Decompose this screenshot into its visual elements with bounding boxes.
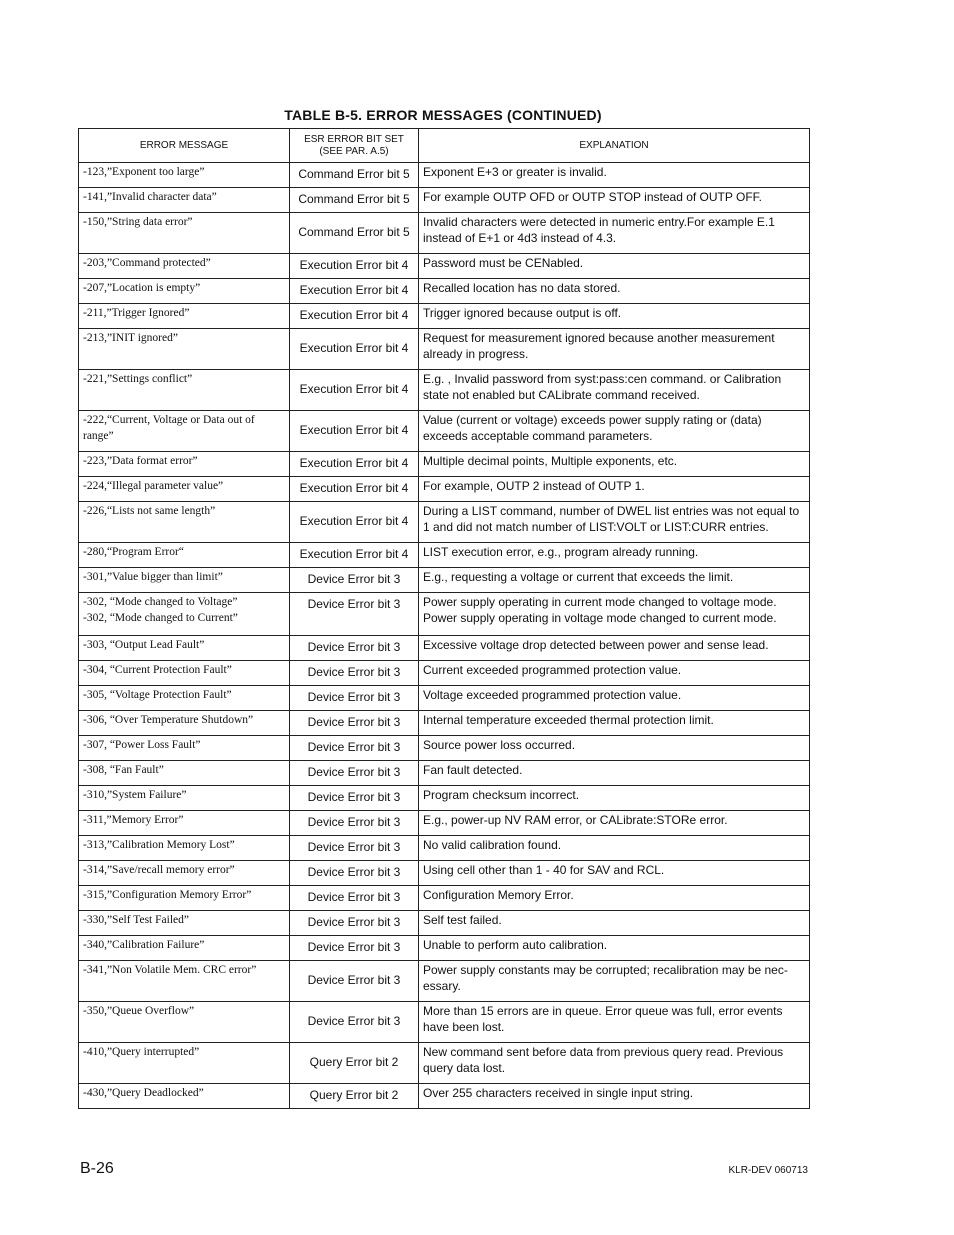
esr-bit-cell: Device Error bit 3 — [290, 786, 419, 811]
explanation-cell: For example OUTP OFD or OUTP STOP instead of OUTP OFF. — [419, 188, 810, 213]
explanation-cell: Excessive voltage drop detected between power and sense lead. — [419, 636, 810, 661]
table-row — [79, 163, 810, 188]
error-message-cell: -430,”Query Deadlocked” — [79, 1084, 290, 1109]
table-row — [79, 961, 810, 1002]
explanation-cell: For example, OUTP 2 instead of OUTP 1. — [419, 477, 810, 502]
table-row — [79, 761, 810, 786]
error-message-cell: -350,”Queue Overflow” — [79, 1002, 290, 1043]
page-number: B-26 — [80, 1160, 114, 1177]
error-message-cell: -307, “Power Loss Fault” — [79, 736, 290, 761]
table-row — [79, 1043, 810, 1084]
esr-bit-cell: Device Error bit 3 — [290, 761, 419, 786]
error-message-cell: -222,“Current, Voltage or Data out of range” — [79, 411, 290, 452]
esr-bit-cell: Device Error bit 3 — [290, 886, 419, 911]
error-message-cell: -315,”Configuration Memory Error” — [79, 886, 290, 911]
explanation-cell: Password must be CENabled. — [419, 254, 810, 279]
explanation-cell: Configuration Memory Error. — [419, 886, 810, 911]
explanation-cell: E.g., power-up NV RAM error, or CALibrate:STORe error. — [419, 811, 810, 836]
explanation-cell: During a LIST command, number of DWEL list entries was not equal to 1 and did not match number of LIST:VOLT or LIST:CURR entries. — [419, 502, 810, 543]
table-row — [79, 736, 810, 761]
esr-header-line-1: ESR ERROR BIT SET — [304, 133, 404, 145]
esr-bit-cell: Execution Error bit 4 — [290, 452, 419, 477]
explanation-cell: No valid calibration found. — [419, 836, 810, 861]
error-messages-table — [78, 128, 810, 1109]
explanation-cell: Internal temperature exceeded thermal protection limit. — [419, 711, 810, 736]
table-row — [79, 661, 810, 686]
table-header-row — [79, 129, 810, 163]
esr-bit-cell: Execution Error bit 4 — [290, 543, 419, 568]
explanation-cell: E.g., requesting a voltage or current that exceeds the limit. — [419, 568, 810, 593]
table-row — [79, 329, 810, 370]
esr-bit-cell: Command Error bit 5 — [290, 188, 419, 213]
explanation-cell: Current exceeded programmed protection value. — [419, 661, 810, 686]
table-row — [79, 636, 810, 661]
esr-bit-cell: Device Error bit 3 — [290, 736, 419, 761]
table-row — [79, 477, 810, 502]
error-message-line: -302, “Mode changed to Voltage” — [83, 596, 238, 608]
error-message-cell: -303, “Output Lead Fault” — [79, 636, 290, 661]
esr-bit-cell: Execution Error bit 4 — [290, 502, 419, 543]
esr-bit-cell: Device Error bit 3 — [290, 711, 419, 736]
table-row — [79, 213, 810, 254]
table-row — [79, 502, 810, 543]
error-message-cell: -314,”Save/recall memory error” — [79, 861, 290, 886]
esr-bit-cell: Device Error bit 3 — [290, 961, 419, 1002]
column-header-esr-bit — [290, 129, 419, 163]
esr-bit-cell: Execution Error bit 4 — [290, 304, 419, 329]
table-row — [79, 279, 810, 304]
table-row — [79, 254, 810, 279]
esr-bit-cell: Device Error bit 3 — [290, 686, 419, 711]
error-message-cell: -203,”Command protected” — [79, 254, 290, 279]
explanation-cell: Source power loss occurred. — [419, 736, 810, 761]
column-header-explanation: EXPLANATION — [419, 129, 810, 163]
explanation-line: Power supply operating in voltage mode changed to current mode. — [423, 610, 777, 625]
error-message-cell: -226,“Lists not same length” — [79, 502, 290, 543]
explanation-cell: Exponent E+3 or greater is invalid. — [419, 163, 810, 188]
esr-bit-cell: Device Error bit 3 — [290, 811, 419, 836]
table-row — [79, 568, 810, 593]
error-message-line: -302, “Mode changed to Current” — [83, 611, 238, 624]
table-row — [79, 370, 810, 411]
error-message-cell: -305, “Voltage Protection Fault” — [79, 686, 290, 711]
explanation-cell: Over 255 characters received in single input string. — [419, 1084, 810, 1109]
esr-bit-cell: Device Error bit 3 — [290, 1002, 419, 1043]
esr-bit-cell: Device Error bit 3 — [290, 593, 419, 636]
explanation-cell: Using cell other than 1 - 40 for SAV and RCL. — [419, 861, 810, 886]
error-message-cell: -221,”Settings conflict” — [79, 370, 290, 411]
esr-bit-cell: Device Error bit 3 — [290, 661, 419, 686]
error-message-cell: -141,”Invalid character data” — [79, 188, 290, 213]
esr-bit-cell: Query Error bit 2 — [290, 1043, 419, 1084]
explanation-cell: Request for measurement ignored because another measurement already in progress. — [419, 329, 810, 370]
esr-bit-cell: Command Error bit 5 — [290, 163, 419, 188]
esr-bit-cell: Command Error bit 5 — [290, 213, 419, 254]
table-row — [79, 711, 810, 736]
error-message-cell: -123,”Exponent too large” — [79, 163, 290, 188]
esr-bit-cell: Execution Error bit 4 — [290, 370, 419, 411]
esr-bit-cell: Query Error bit 2 — [290, 1084, 419, 1109]
esr-bit-cell: Device Error bit 3 — [290, 911, 419, 936]
table-row — [79, 304, 810, 329]
esr-bit-cell: Execution Error bit 4 — [290, 477, 419, 502]
error-message-cell: -213,”INIT ignored” — [79, 329, 290, 370]
column-header-error-message: ERROR MESSAGE — [79, 129, 290, 163]
table-row — [79, 543, 810, 568]
table-row — [79, 886, 810, 911]
explanation-cell: Self test failed. — [419, 911, 810, 936]
error-message-cell: -304, “Current Protection Fault” — [79, 661, 290, 686]
esr-bit-cell: Device Error bit 3 — [290, 636, 419, 661]
error-message-cell: -280,“Program Error“ — [79, 543, 290, 568]
table-title: TABLE B-5. ERROR MESSAGES (CONTINUED) — [284, 107, 602, 123]
explanation-cell — [419, 593, 810, 636]
esr-header-line-2: (SEE PAR. A.5) — [319, 145, 389, 157]
error-message-cell: -330,”Self Test Failed” — [79, 911, 290, 936]
table-row — [79, 411, 810, 452]
error-message-cell: -308, “Fan Fault” — [79, 761, 290, 786]
esr-bit-cell: Device Error bit 3 — [290, 568, 419, 593]
explanation-cell: Fan fault detected. — [419, 761, 810, 786]
table-row — [79, 811, 810, 836]
explanation-cell: E.g. , Invalid password from syst:pass:cen command. or Calibration state not enabled but CALibrate command received. — [419, 370, 810, 411]
table-row — [79, 188, 810, 213]
error-message-cell: -410,”Query interrupted” — [79, 1043, 290, 1084]
esr-bit-cell: Execution Error bit 4 — [290, 329, 419, 370]
table-row — [79, 1002, 810, 1043]
table-row — [79, 836, 810, 861]
explanation-cell: New command sent before data from previous query read. Previous query data lost. — [419, 1043, 810, 1084]
explanation-cell: Voltage exceeded programmed protection value. — [419, 686, 810, 711]
explanation-cell: Recalled location has no data stored. — [419, 279, 810, 304]
error-message-cell: -313,”Calibration Memory Lost” — [79, 836, 290, 861]
error-message-cell: -311,”Memory Error” — [79, 811, 290, 836]
esr-bit-cell: Execution Error bit 4 — [290, 279, 419, 304]
explanation-cell: Value (current or voltage) exceeds power supply rating or (data) exceeds acceptable command parameters. — [419, 411, 810, 452]
explanation-cell: Program checksum incorrect. — [419, 786, 810, 811]
explanation-cell: Multiple decimal points, Multiple exponents, etc. — [419, 452, 810, 477]
error-message-cell — [79, 593, 290, 636]
explanation-cell: More than 15 errors are in queue. Error queue was full, error events have been lost. — [419, 1002, 810, 1043]
table-row — [79, 911, 810, 936]
table-row — [79, 786, 810, 811]
esr-bit-cell: Execution Error bit 4 — [290, 254, 419, 279]
table-row — [79, 861, 810, 886]
error-message-cell: -340,”Calibration Failure” — [79, 936, 290, 961]
error-message-cell: -306, “Over Temperature Shutdown” — [79, 711, 290, 736]
explanation-cell: Unable to perform auto calibration. — [419, 936, 810, 961]
table-row — [79, 1084, 810, 1109]
esr-bit-cell: Execution Error bit 4 — [290, 411, 419, 452]
error-message-cell: -223,”Data format error” — [79, 452, 290, 477]
explanation-cell: Power supply constants may be corrupted; recalibration may be nec-essary. — [419, 961, 810, 1002]
explanation-cell: Trigger ignored because output is off. — [419, 304, 810, 329]
table-row — [79, 452, 810, 477]
error-message-cell: -150,”String data error” — [79, 213, 290, 254]
error-message-cell: -224,“Illegal parameter value” — [79, 477, 290, 502]
explanation-cell: LIST execution error, e.g., program already running. — [419, 543, 810, 568]
error-message-cell: -310,”System Failure” — [79, 786, 290, 811]
explanation-cell: Invalid characters were detected in numeric entry.For example E.1 instead of E+1 or 4d3 instead of 4.3. — [419, 213, 810, 254]
table-row — [79, 593, 810, 636]
error-message-cell: -207,”Location is empty” — [79, 279, 290, 304]
explanation-line: Power supply operating in current mode changed to voltage mode. — [423, 595, 777, 609]
error-message-cell: -341,”Non Volatile Mem. CRC error” — [79, 961, 290, 1002]
esr-bit-cell: Device Error bit 3 — [290, 836, 419, 861]
error-message-cell: -211,”Trigger Ignored” — [79, 304, 290, 329]
esr-bit-cell: Device Error bit 3 — [290, 861, 419, 886]
table-row — [79, 936, 810, 961]
esr-bit-cell: Device Error bit 3 — [290, 936, 419, 961]
document-code: KLR-DEV 060713 — [728, 1165, 808, 1176]
table-row — [79, 686, 810, 711]
error-message-cell: -301,”Value bigger than limit” — [79, 568, 290, 593]
